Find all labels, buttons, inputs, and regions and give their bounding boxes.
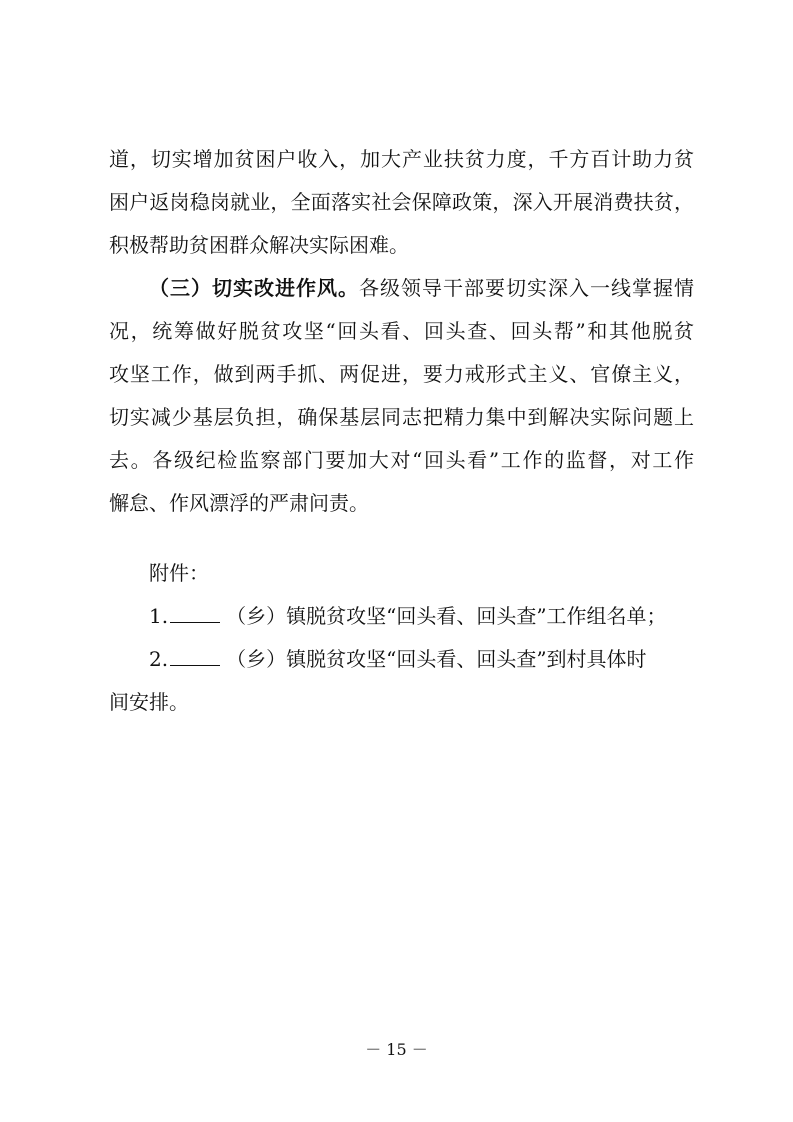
section-heading: （三）切实改进作风。 bbox=[149, 276, 359, 300]
attachment-item-2-continuation: 间安排。 bbox=[109, 690, 189, 714]
attachment-item-1-number: 1. bbox=[149, 604, 169, 628]
page-number: － 15 － bbox=[365, 1040, 428, 1059]
para1-line-3: 积极帮助贫困群众解决实际困难。 bbox=[109, 233, 409, 257]
attachment-item-1 bbox=[149, 603, 694, 629]
fill-blank-1 bbox=[170, 606, 220, 623]
attachment-item-2 bbox=[149, 646, 694, 672]
para2-line-6: 懈怠、作风漂浮的严肃问责。 bbox=[109, 491, 369, 515]
para2-line-4: 切实减少基层负担，确保基层同志把精力集中到解决实际问题上 bbox=[109, 405, 694, 429]
para2-first-rest: 各级领导干部要切实深入一线掌握情 bbox=[359, 276, 694, 300]
para2-line-3: 攻坚工作，做到两手抓、两促进，要力戒形式主义、官僚主义， bbox=[109, 362, 694, 386]
para1-line-1: 道，切实增加贫困户收入，加大产业扶贫力度，千方百计助力贫 bbox=[109, 147, 694, 171]
attachments-label: 附件： bbox=[149, 561, 209, 585]
attachment-item-2-text: （乡）镇脱贫攻坚“回头看、回头查”到村具体时 bbox=[226, 647, 647, 671]
para2-line-5: 去。各级纪检监察部门要加大对“回头看”工作的监督，对工作 bbox=[109, 448, 694, 472]
para2-line-2: 况，统筹做好脱贫攻坚“回头看、回头查、回头帮”和其他脱贫 bbox=[109, 319, 694, 343]
attachment-item-2-number: 2. bbox=[149, 647, 169, 671]
para1-line-2: 困户返岗稳岗就业，全面落实社会保障政策，深入开展消费扶贫， bbox=[109, 190, 694, 214]
para2-line-1 bbox=[149, 275, 694, 301]
fill-blank-2 bbox=[170, 649, 220, 666]
attachment-item-1-text: （乡）镇脱贫攻坚“回头看、回头查”工作组名单； bbox=[226, 604, 667, 628]
